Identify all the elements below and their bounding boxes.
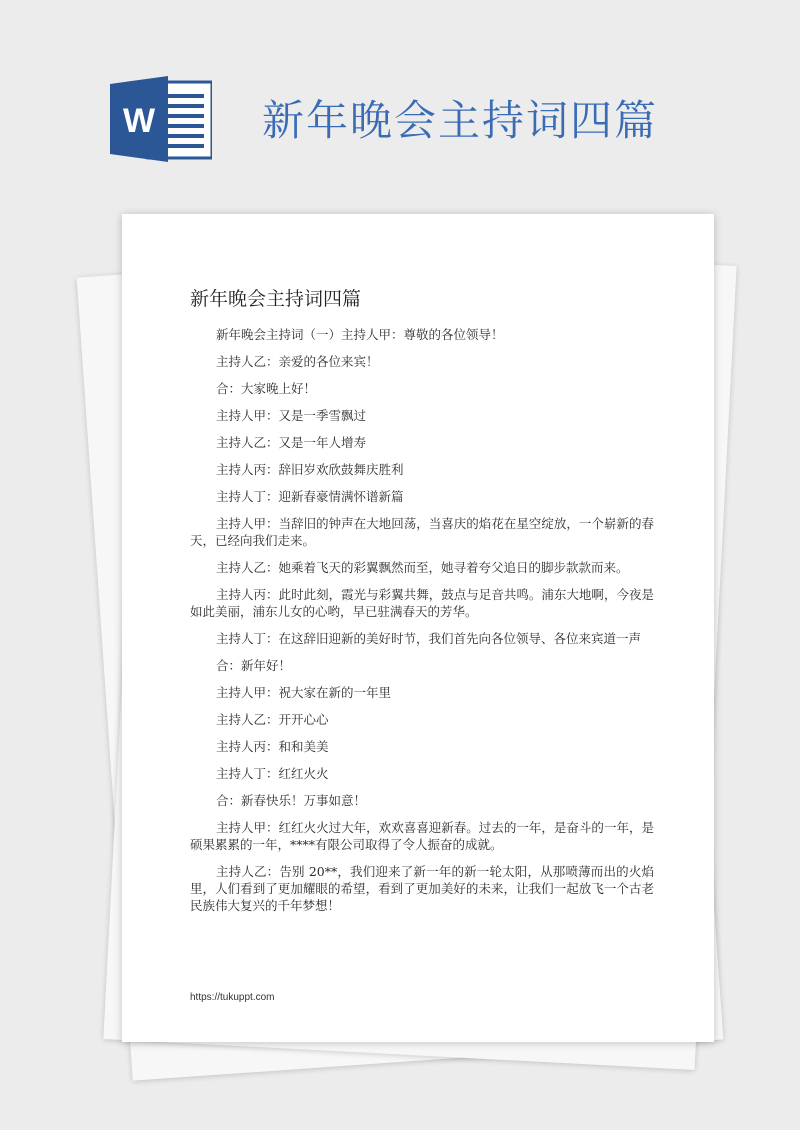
paragraph: 主持人甲：红红火火过大年，欢欢喜喜迎新春。过去的一年，是奋斗的一年，是硕果累累的一年，****有限公司取得了令人振奋的成就。 (190, 820, 654, 852)
document-page (122, 214, 714, 1042)
paragraph: 主持人乙：她乘着飞天的彩翼飘然而至，她寻着夸父追日的脚步款款而来。 (216, 560, 629, 575)
paragraph: 主持人乙：又是一年人增寿 (216, 435, 367, 450)
paragraph: 主持人乙：告别 20**，我们迎来了新一年的新一轮太阳，从那喷薄而出的火焰里，人们看到了更加耀眼的希望，看到了更加美好的未来，让我们一起放飞一个古老民族伟大复兴的千年梦想！ (190, 864, 654, 913)
paragraph: 主持人丙：辞旧岁欢欣鼓舞庆胜利 (216, 462, 404, 477)
document-body (190, 326, 654, 924)
paragraph: 合：新春快乐！万事如意！ (216, 793, 367, 808)
paragraph: 主持人丙：此时此刻，霞光与彩翼共舞，鼓点与足音共鸣。浦东大地啊，今夜是如此美丽，浦东儿女的心哟，早已驻满春天的芳华。 (190, 587, 654, 619)
paragraph: 合：新年好！ (216, 658, 292, 673)
paragraph: 主持人丙：和和美美 (216, 739, 329, 754)
word-icon-letter: W (122, 102, 156, 140)
paragraph: 主持人丁：红红火火 (216, 766, 329, 781)
paragraph: 主持人乙：开开心心 (216, 712, 329, 727)
paragraph: 主持人甲：当辞旧的钟声在大地回荡，当喜庆的焰花在星空绽放，一个崭新的春天，已经向我们走来。 (190, 516, 654, 548)
footer-url: https://tukuppt.com (190, 992, 275, 1003)
word-icon (110, 76, 212, 162)
paragraph: 主持人丁：迎新春豪情满怀谱新篇 (216, 489, 404, 504)
paragraph: 新年晚会主持词（一）主持人甲：尊敬的各位领导！ (216, 327, 504, 342)
document-title: 新年晚会主持词四篇 (190, 288, 362, 310)
banner-title: 新年晚会主持词四篇 (262, 96, 659, 145)
paragraph: 主持人丁：在这辞旧迎新的美好时节，我们首先向各位领导、各位来宾道一声 (216, 631, 642, 646)
paragraph: 主持人乙：亲爱的各位来宾！ (216, 354, 379, 369)
paragraph: 主持人甲：祝大家在新的一年里 (216, 685, 392, 700)
paragraph: 合：大家晚上好！ (216, 381, 317, 396)
paragraph: 主持人甲：又是一季雪飘过 (216, 408, 367, 423)
